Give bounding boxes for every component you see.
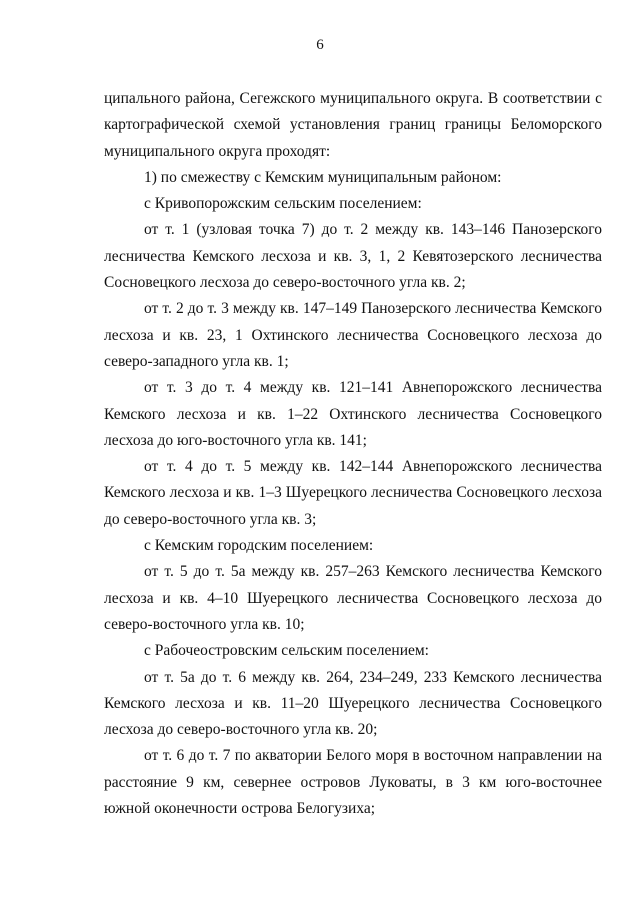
paragraph-settlement-heading: с Кемским городским поселением: xyxy=(144,537,374,555)
paragraph-boundary-segment: от т. 5 до т. 5а между кв. 257–263 Кемского лесничества Кемского лесхоза и кв. 4–10 Шуерецкого лесничества Сосновецкого лесхоза до северо-восточного угла кв. 10; xyxy=(104,563,602,633)
document-body xyxy=(104,86,602,822)
paragraph-settlement-heading: с Рабочеостровским сельским поселением: xyxy=(144,642,429,660)
paragraph-settlement-heading: с Кривопорожским сельским поселением: xyxy=(144,195,422,213)
paragraph-boundary-segment: от т. 4 до т. 5 между кв. 142–144 Авнепорожского лесничества Кемского лесхоза и кв. 1–3 Шуерецкого лесничества Сосновецкого лесхоза до северо-восточного угла кв. 3; xyxy=(104,458,602,528)
paragraph-boundary-segment: от т. 6 до т. 7 по акватории Белого моря в восточном направлении на расстояние 9 км, севернее островов Луковаты, в 3 км юго-восточнее южной оконечности острова Белогузиха; xyxy=(104,747,602,818)
paragraph-boundary-segment: от т. 2 до т. 3 между кв. 147–149 Панозерского лесничества Кемского лесхоза и кв. 23, 1 Охтинского лесничества Сосновецкого лесхоза до северо-западного угла кв. 1; xyxy=(104,300,602,370)
paragraph-section-heading: 1) по смежеству с Кемским муниципальным районом: xyxy=(144,168,502,186)
paragraph-boundary-segment: от т. 5а до т. 6 между кв. 264, 234–249, 233 Кемского лесничества Кемского лесхоза и кв. 11–20 Шуерецкого лесничества Сосновецкого лесхоза до северо-восточного угла кв. 20; xyxy=(104,668,602,739)
page-number: 6 xyxy=(316,37,324,53)
paragraph-boundary-segment: от т. 3 до т. 4 между кв. 121–141 Авнепорожского лесничества Кемского лесхоза и кв. 1–22 Охтинского лесничества Сосновецкого лесхоза до юго-восточного угла кв. 141; xyxy=(104,379,602,449)
paragraph-continuation: ципального района, Сегежского муниципального округа. В соответствии с картографической схемой установления границ границы Беломорского муниципального округа проходят: xyxy=(104,90,602,160)
paragraph-boundary-segment: от т. 1 (узловая точка 7) до т. 2 между кв. 143–146 Панозерского лесничества Кемского лесхоза и кв. 3, 1, 2 Кевятозерского лесничества Сосновецкого лесхоза до северо-восточного угла кв. 2; xyxy=(104,221,602,292)
